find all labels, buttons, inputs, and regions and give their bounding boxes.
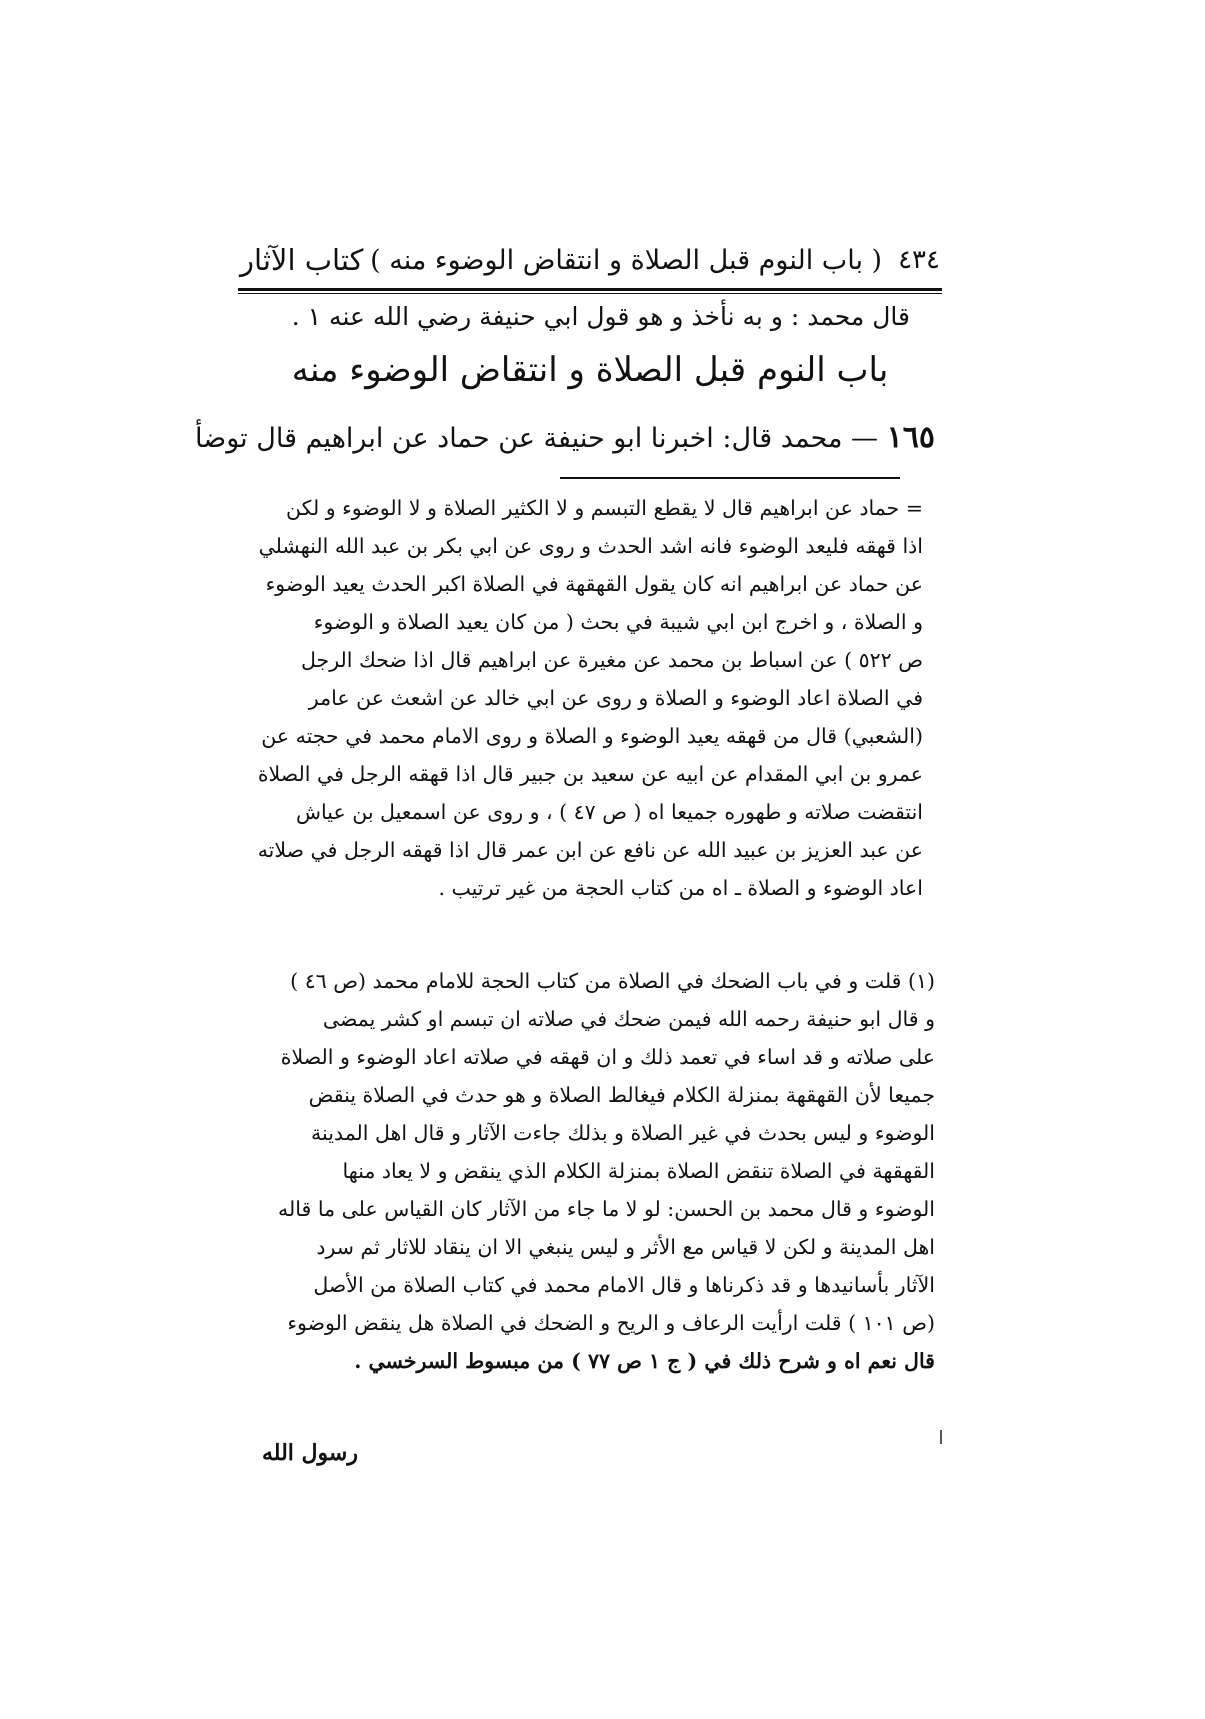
footnote-line: ص ٥٢٢ ) عن اسباط بن محمد عن مغيرة عن ابراهيم قال اذا ضحك الرجل xyxy=(301,648,923,672)
footnote-line: الوضوء و ليس بحدث في غير الصلاة و بذلك جاءت الآثار و قال اهل المدينة xyxy=(311,1121,935,1145)
book-title: كتاب الآثار xyxy=(240,243,364,277)
footnote-separator xyxy=(560,477,900,479)
page-header xyxy=(240,238,940,282)
footnote-line: الوضوء و قال محمد بن الحسن: لو لا ما جاء من الآثار كان القياس على ما قاله xyxy=(278,1197,935,1221)
footnote-line: القهقهة في الصلاة تنقض الصلاة بمنزلة الكلام الذي ينقض و لا يعاد منها xyxy=(342,1159,935,1183)
chapter-heading: باب النوم قبل الصلاة و انتقاض الوضوء منه xyxy=(291,350,889,390)
footnote-line: = حماد عن ابراهيم قال لا يقطع التبسم و لا الكثير الصلاة و لا الوضوء و لكن xyxy=(286,496,923,520)
footnote-line: (١) قلت و في باب الضحك في الصلاة من كتاب الحجة للامام محمد (ص ٤٦ ) xyxy=(290,969,935,993)
footnote-line: و الصلاة ، و اخرج ابن ابي شيبة في بحث ( من كان يعيد الصلاة و الوضوء xyxy=(313,610,923,634)
footnote-line: (الشعبي) قال من قهقه يعيد الوضوء و الصلاة و روى الامام محمد في حجته عن xyxy=(261,724,923,748)
intro-line: قال محمد : و به نأخذ و هو قول ابي حنيفة رضي الله عنه ١ . xyxy=(291,302,910,331)
footnote-line: اعاد الوضوء و الصلاة ـ اه من كتاب الحجة من غير ترتيب . xyxy=(438,876,923,900)
footnote-line: عمرو بن ابي المقدام عن ابيه عن سعيد بن جبير قال اذا قهقه الرجل في الصلاة xyxy=(257,762,923,786)
footnote-1 xyxy=(245,962,935,1380)
footnote-line: اذا قهقه فليعد الوضوء فانه اشد الحدث و روى عن ابي بكر بن عبد الله النهشلي xyxy=(258,534,923,558)
hadith-number: ١٦٥ xyxy=(886,420,935,455)
hadith-text: — محمد قال: اخبرنا ابو حنيفة عن حماد عن ابراهيم قال توضأ xyxy=(195,423,879,454)
footnote-line: على صلاته و قد اساء في تعمد ذلك و ان قهقه في صلاته اعاد الوضوء و الصلاة xyxy=(280,1045,935,1069)
footnote-line: في الصلاة اعاد الوضوء و الصلاة و روى عن ابي خالد عن اشعث عن عامر xyxy=(308,686,923,710)
margin-mark xyxy=(940,1430,942,1444)
header-rule xyxy=(238,288,942,291)
page-number: ٤٣٤ xyxy=(898,245,940,275)
footnote-line: عن حماد عن ابراهيم انه كان يقول القهقهة في الصلاة اكبر الحدث يعيد الوضوء xyxy=(265,572,923,596)
footnote-line: قال نعم اه و شرح ذلك في ( ج ١ ص ٧٧ ) من مبسوط السرخسي . xyxy=(354,1349,935,1373)
header-rule-thin xyxy=(238,293,942,294)
stamp-signature: رسول الله xyxy=(262,1440,358,1466)
footnote-line: عن عبد العزيز بن عبيد الله عن نافع عن ابن عمر قال اذا قهقه الرجل في صلاته xyxy=(257,838,923,862)
footnote-line: جميعا لأن القهقهة بمنزلة الكلام فيغالط الصلاة و هو حدث في الصلاة ينقض xyxy=(308,1083,935,1107)
footnote-continuation xyxy=(245,489,923,907)
footnote-line: انتقضت صلاته و طهوره جميعا اه ( ص ٤٧ ) ، و روى عن اسمعيل بن عياش xyxy=(296,800,923,824)
running-chapter-title: ( باب النوم قبل الصلاة و انتقاض الوضوء منه ) xyxy=(370,244,883,276)
footnote-line: (ص ١٠١ ) قلت ارأيت الرعاف و الريح و الضحك في الصلاة هل ينقض الوضوء xyxy=(287,1311,935,1335)
hadith-line xyxy=(195,420,935,455)
footnote-line: اهل المدينة و لكن لا قياس مع الأثر و ليس ينبغي الا ان ينقاد للاثار ثم سرد xyxy=(316,1235,935,1259)
header-chapter-and-page xyxy=(370,245,940,276)
footnote-line: و قال ابو حنيفة رحمه الله فيمن ضحك في صلاته ان تبسم او كشر يمضى xyxy=(322,1007,935,1031)
footnote-line: الآثار بأسانيدها و قد ذكرناها و قال الامام محمد في كتاب الصلاة من الأصل xyxy=(313,1273,935,1297)
